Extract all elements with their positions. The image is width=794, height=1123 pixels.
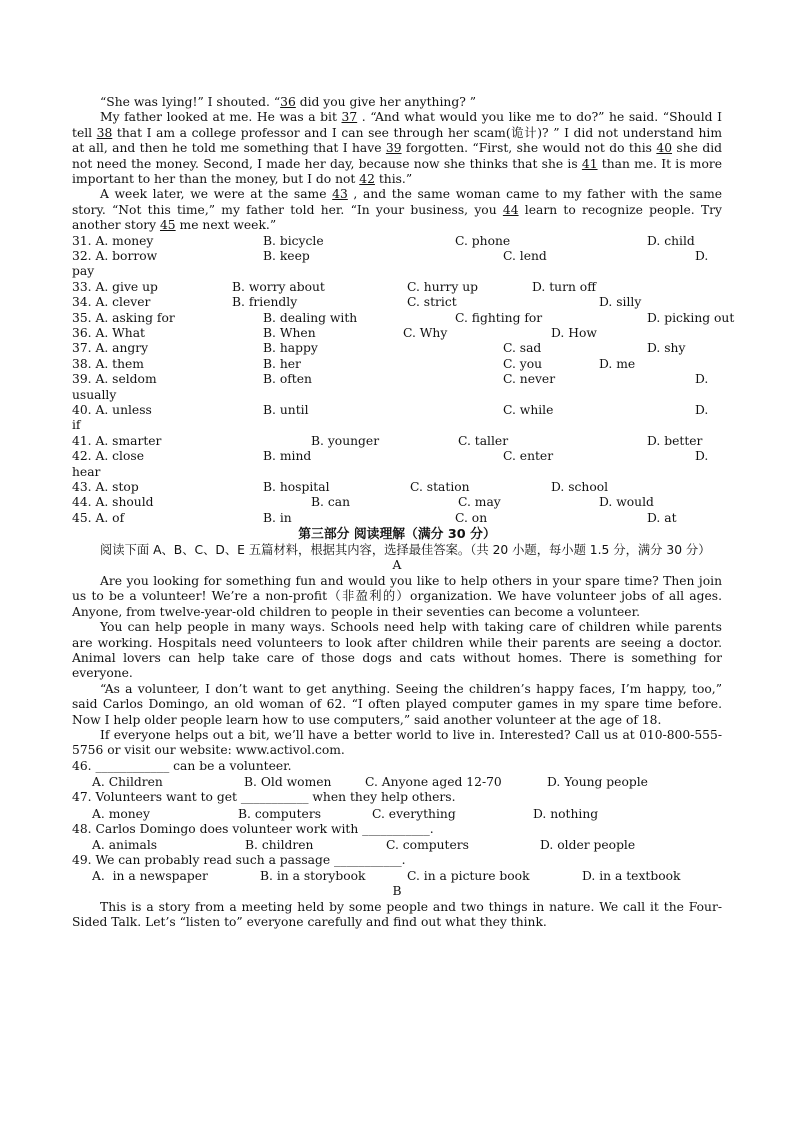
cloze-option-c[interactable]: C. Why: [403, 326, 448, 340]
q48-option-b[interactable]: B. children: [245, 837, 314, 852]
cloze-option-row: [72, 341, 722, 356]
cloze-option-row: [72, 249, 722, 264]
passage-a-paragraph-2: You can help people in many ways. Schools need help with taking care of children while parents are working. Hospitals need volunteers to look after children while their parents are seeing a doctor. Animal lovers can help take care of those dogs and cats without homes. There is something for everyone.: [72, 620, 726, 681]
cloze-option-d[interactable]: D. better: [647, 433, 703, 448]
cloze-option-c[interactable]: C. sad: [503, 341, 542, 356]
cloze-option-wrap: [72, 264, 722, 279]
question-47: 47. Volunteers want to get ___________ when they help others.: [72, 790, 456, 805]
cloze-option-c[interactable]: C. while: [503, 402, 554, 417]
q47-option-d[interactable]: D. nothing: [533, 806, 599, 821]
cloze-option-row: [72, 449, 722, 464]
cloze-option-d[interactable]: D. child: [647, 233, 695, 248]
cloze-option-c[interactable]: C. enter: [503, 449, 554, 464]
cloze-option-b[interactable]: B. worry about: [232, 279, 325, 294]
cloze-option-row: [72, 357, 722, 372]
cloze-option-c[interactable]: C. phone: [455, 233, 511, 248]
cloze-option-c[interactable]: C. never: [503, 372, 556, 387]
cloze-option-row: [72, 295, 722, 310]
cloze-option-row: [72, 326, 722, 341]
q48-option-c[interactable]: C. computers: [386, 837, 469, 852]
cloze-option-c[interactable]: C. may: [458, 495, 501, 510]
cloze-option-d[interactable]: D. turn off: [532, 279, 596, 294]
cloze-option-d[interactable]: D.: [695, 249, 709, 264]
passage-a-paragraph-1: Are you looking for something fun and would you like to help others in your spare time? Then join us to be a volunteer! We’re a non-profit（非盈利的）organization. We have volunteer jobs of all ages. Anyone, from twelve-year-old children to people in their seventies can become a volunteer.: [72, 573, 726, 619]
q46-option-c[interactable]: C. Anyone aged 12-70: [365, 775, 502, 790]
cloze-option-d[interactable]: D. would: [599, 495, 654, 510]
cloze-option-row: [72, 372, 722, 387]
q48-option-d[interactable]: D. older people: [540, 837, 636, 852]
cloze-option-wrap: [72, 388, 722, 403]
cloze-option-a[interactable]: 41. A. smarter: [72, 433, 162, 448]
cloze-option-a[interactable]: 34. A. clever: [72, 295, 151, 310]
q49-option-c[interactable]: C. in a picture book: [407, 869, 530, 884]
cloze-option-row: [72, 495, 722, 510]
cloze-option-c[interactable]: C. strict: [407, 295, 457, 310]
cloze-option-d[interactable]: D. school: [551, 479, 609, 494]
q49-option-d[interactable]: D. in a textbook: [582, 869, 681, 884]
q49-option-b[interactable]: B. in a storybook: [260, 869, 366, 884]
cloze-option-a[interactable]: 35. A. asking for: [72, 310, 175, 325]
cloze-option-a[interactable]: 33. A. give up: [72, 279, 158, 294]
cloze-option-d[interactable]: D. at: [647, 510, 677, 525]
cloze-option-a[interactable]: 45. A. of: [72, 510, 125, 525]
question-46-options: [72, 774, 722, 790]
cloze-option-row: [72, 511, 722, 526]
cloze-option-c[interactable]: C. on: [455, 510, 488, 525]
q46-option-b[interactable]: B. Old women: [244, 775, 332, 790]
cloze-option-a[interactable]: 32. A. borrow: [72, 249, 158, 264]
question-49-options: [72, 868, 722, 884]
cloze-option-wrap: [72, 465, 722, 480]
cloze-paragraph-3: A week later, we were at the same 43 , and the same woman came to my father with the same story. “Not this time,” my father told her. “In your business, you 44 learn to recognize people. Try another story 45 me next week.”: [72, 187, 726, 233]
cloze-option-row: [72, 480, 722, 495]
cloze-option-d[interactable]: D. shy: [647, 341, 686, 356]
cloze-option-d[interactable]: D.: [695, 402, 709, 417]
section3-title: 第三部分 阅读理解（满分 30 分）: [298, 527, 496, 543]
cloze-option-b[interactable]: B. can: [311, 495, 350, 510]
cloze-options-list: [72, 233, 735, 526]
cloze-option-c[interactable]: C. taller: [458, 433, 509, 448]
cloze-option-d[interactable]: D. me: [599, 356, 636, 371]
cloze-option-c[interactable]: C. hurry up: [407, 279, 479, 294]
q49-option-a[interactable]: A. in a newspaper: [92, 869, 208, 884]
cloze-option-wrap: [72, 418, 722, 433]
q47-option-b[interactable]: B. computers: [238, 806, 322, 821]
cloze-option-c[interactable]: C. fighting for: [455, 310, 543, 325]
cloze-paragraph-1: “She was lying!” I shouted. “36 did you give her anything? ”: [100, 95, 476, 109]
cloze-option-b[interactable]: B. mind: [263, 449, 312, 464]
cloze-option-c[interactable]: C. lend: [503, 249, 547, 264]
question-48: 48. Carlos Domingo does volunteer work with ___________.: [72, 821, 434, 836]
cloze-option-d[interactable]: D.: [695, 372, 709, 387]
question-47-options: [72, 806, 722, 822]
q46-option-d[interactable]: D. Young people: [547, 775, 648, 790]
cloze-option-a[interactable]: 38. A. them: [72, 356, 144, 371]
cloze-option-a[interactable]: 42. A. close: [72, 449, 144, 464]
cloze-option-a[interactable]: 36. A. What: [72, 326, 145, 340]
cloze-option-d-wrap[interactable]: hear: [72, 464, 101, 479]
cloze-option-b[interactable]: B. dealing with: [263, 310, 358, 325]
cloze-option-b[interactable]: B. keep: [263, 249, 310, 264]
cloze-option-d[interactable]: D.: [695, 449, 709, 464]
q48-option-a[interactable]: A. animals: [92, 837, 158, 852]
cloze-option-b[interactable]: B. bicycle: [263, 233, 324, 248]
cloze-option-a[interactable]: 44. A. should: [72, 495, 154, 510]
cloze-option-b[interactable]: B. friendly: [232, 295, 298, 310]
cloze-option-a[interactable]: 39. A. seldom: [72, 372, 157, 387]
cloze-option-b[interactable]: B. When: [263, 326, 316, 340]
cloze-option-b[interactable]: B. in: [263, 510, 292, 525]
cloze-option-a[interactable]: 43. A. stop: [72, 479, 139, 494]
cloze-option-b[interactable]: B. younger: [311, 433, 380, 448]
cloze-option-b[interactable]: B. hospital: [263, 479, 330, 494]
cloze-option-row: [72, 403, 722, 418]
q47-option-c[interactable]: C. everything: [372, 806, 456, 821]
cloze-option-c[interactable]: C. you: [503, 356, 543, 371]
cloze-option-a[interactable]: 31. A. money: [72, 233, 154, 248]
cloze-option-d[interactable]: D. silly: [599, 295, 642, 310]
cloze-option-row: [72, 234, 722, 249]
cloze-option-a[interactable]: 40. A. unless: [72, 402, 152, 417]
cloze-option-d[interactable]: D. How: [551, 326, 597, 340]
cloze-paragraph-2: My father looked at me. He was a bit 37 . “And what would you like me to do?” he said. “Should I tell 38 that I am a college professor and I can see through her scam(诡计)? ” I did not understand him at all, and then he told me something that I have 39 forgotten. “First, she would not do this 40 she did not need the money. Second, I made her day, because now she thinks that she is 41 than me. It is more important to her than the money, but I do not 42 this.”: [72, 110, 726, 187]
question-49: 49. We can probably read such a passage ___________.: [72, 852, 406, 867]
cloze-option-row: [72, 280, 722, 295]
cloze-option-b[interactable]: B. often: [263, 372, 312, 387]
passage-a-paragraph-3: “As a volunteer, I don’t want to get anything. Seeing the children’s happy faces, I’m happy, too,” said Carlos Domingo, an old woman of 62. “I often played computer games in my spare time before. Now I help older people learn how to use computers,” said another volunteer at the age of 18.: [72, 681, 726, 727]
section3-instruction: 阅读下面 A、B、C、D、E 五篇材料，根据其内容，选择最佳答案。（共 20 小题，每小题 1.5 分，满分 30 分）: [100, 543, 711, 558]
cloze-option-b[interactable]: B. happy: [263, 341, 318, 356]
passage-a-label: A: [392, 558, 402, 573]
cloze-option-a[interactable]: 37. A. angry: [72, 341, 149, 356]
cloze-option-row: [72, 434, 722, 449]
question-46: 46. ____________ can be a volunteer.: [72, 758, 292, 773]
cloze-option-b[interactable]: B. her: [263, 356, 301, 371]
exam-page: [72, 95, 735, 931]
passage-b-label: B: [392, 884, 402, 899]
cloze-option-d-wrap[interactable]: usually: [72, 387, 117, 402]
question-48-options: [72, 837, 722, 853]
cloze-option-d-wrap[interactable]: if: [72, 418, 81, 433]
cloze-option-c[interactable]: C. station: [410, 479, 470, 494]
cloze-option-row: [72, 310, 735, 326]
passage-b-paragraph-1: This is a story from a meeting held by some people and two things in nature. We call it the Four-Sided Talk. Let’s “listen to” everyone carefully and find out what they think.: [72, 899, 722, 930]
q47-option-a[interactable]: A. money: [92, 806, 150, 821]
cloze-option-b[interactable]: B. until: [263, 402, 309, 417]
cloze-option-d-wrap[interactable]: pay: [72, 264, 95, 279]
passage-a-paragraph-4: If everyone helps out a bit, we’ll have a better world to live in. Interested? Call us at 010-800-555-5756 or visit our website: www.activol.com.: [72, 727, 722, 758]
cloze-option-d[interactable]: D. picking out: [647, 310, 735, 325]
q46-option-a[interactable]: A. Children: [92, 775, 163, 790]
